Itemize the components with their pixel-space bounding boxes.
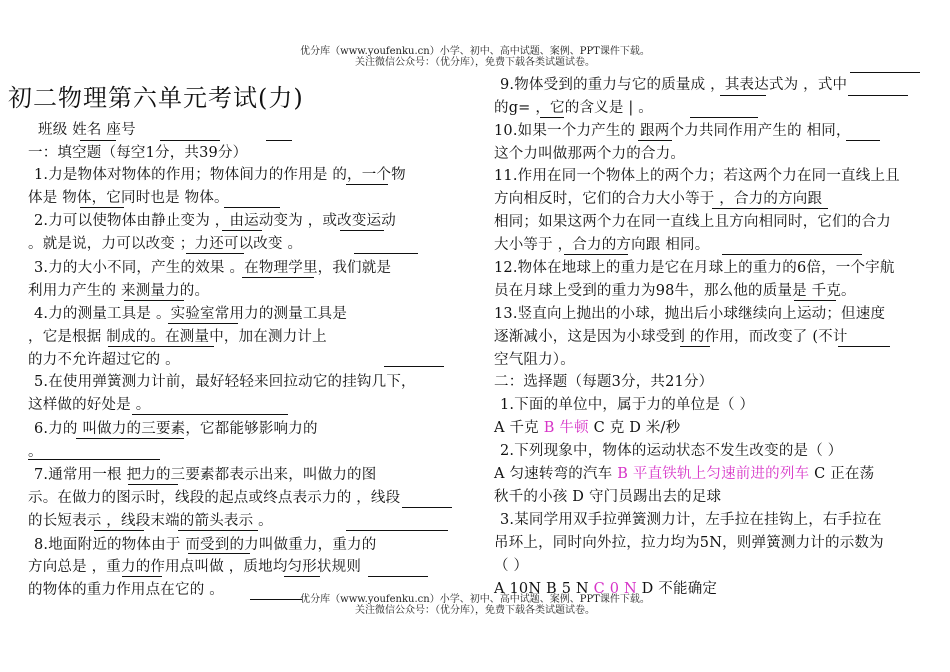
question-line: 的g= ，它的含义是 | 。	[494, 100, 653, 116]
blank[interactable]	[188, 553, 250, 554]
blank[interactable]	[224, 207, 280, 208]
question-line: 2.力可以使物体由静止变为 ，由运动变为 ，或改变运动	[34, 213, 396, 229]
question-line: 3.力的大小不同，产生的效果 。在物理学里，我们就是	[34, 260, 392, 276]
question-line: 1.下面的单位中，属于力的单位是（ ）	[500, 397, 755, 413]
blank[interactable]	[850, 72, 920, 73]
blank-seat[interactable]	[266, 140, 292, 141]
blank[interactable]	[720, 95, 766, 96]
question-line: 这样做的好处是 。	[28, 397, 151, 413]
question-line: 的长短表示 ，线段末端的箭头表示 。	[28, 513, 273, 529]
banner-line: 优分库（www.youfenku.cn）小学、初中、高中试题、案例、PPT课件下载。	[300, 46, 650, 57]
question-line: 示。在做力的图示时，线段的起点或终点表示力的 ，线段	[28, 490, 401, 506]
blank[interactable]	[354, 253, 418, 254]
page-title: 初二物理第六单元考试(力)	[8, 84, 304, 112]
blank[interactable]	[186, 253, 244, 254]
question-line: 6.力的 叫做力的三要素，它都能够影响力的	[34, 421, 318, 437]
question-line: 13.竖直向上抛出的小球，抛出后小球继续向上运动；但速度	[494, 306, 886, 322]
blank[interactable]	[368, 576, 428, 577]
question-line: 这个力叫做那两个力的合力。	[494, 146, 686, 162]
blank[interactable]	[638, 140, 672, 141]
question-line: 10.如果一个力产生的 跟两个力共同作用产生的 相同，	[494, 123, 851, 139]
blank[interactable]	[564, 254, 628, 255]
question-line: 利用力产生的 来测量力的。	[28, 283, 210, 299]
option-line: A 匀速转弯的汽车 B 平直铁轨上匀速前进的列车 C 正在荡	[494, 466, 875, 482]
option-line: A 千克 B 牛顿 C 克 D 米/秒	[494, 420, 681, 436]
blank-class[interactable]	[80, 140, 116, 141]
blank[interactable]	[690, 117, 758, 118]
question-line: 方向总是 ，重力的作用点叫做 ，质地均匀形状规则	[28, 559, 362, 575]
blank[interactable]	[346, 530, 448, 531]
question-line: 1.力是物体对物体的作用；物体间力的作用是 的，一个物	[34, 167, 406, 183]
option-c: C 0 N	[593, 581, 637, 597]
blank[interactable]	[284, 576, 320, 577]
question-line: 大小等于 ，合力的方向跟 相同。	[494, 237, 710, 253]
question-line: 5.在使用弹簧测力计前，最好轻轻来回拉动它的挂钩几下，	[34, 374, 416, 390]
blank[interactable]	[168, 323, 238, 324]
header-banner	[0, 46, 950, 68]
banner-line: 关注微信公众号：（优分库），免费下载各类试题试卷。	[355, 57, 595, 68]
option-b: B 平直铁轨上匀速前进的列车	[617, 466, 810, 482]
question-line: 。就是说，力可以改变 ；力还可以改变 。	[28, 236, 303, 252]
blank[interactable]	[124, 300, 184, 301]
class-name-seat-line: 班级 姓名 座号	[38, 122, 136, 138]
blank[interactable]	[178, 530, 258, 531]
banner-line: 优分库（www.youfenku.cn）小学、初中、高中试题、案例、PPT课件下载。	[300, 594, 650, 605]
footer-banner	[0, 594, 950, 616]
blank[interactable]	[848, 95, 908, 96]
question-line: 8.地面附近的物体由于 而受到的力叫做重力，重力的	[34, 537, 377, 553]
blank[interactable]	[132, 414, 288, 415]
question-line: 4.力的测量工具是 。实验室常用力的测量工具是	[34, 306, 348, 322]
question-line: 。	[28, 444, 43, 460]
blank[interactable]	[340, 230, 384, 231]
question-line: 吊环上，同时向外拉，拉力均为5N，则弹簧测力计的示数为	[494, 535, 884, 551]
blank[interactable]	[76, 438, 184, 439]
blank[interactable]	[94, 530, 144, 531]
question-line: 7.通常用一根 把力的三要素都表示出来，叫做力的图	[34, 467, 377, 483]
question-line: 的力不允许超过它的 。	[28, 352, 180, 368]
option-line: 秋千的小孩 D 守门员踢出去的足球	[494, 489, 722, 505]
option-b: B 牛顿	[543, 420, 589, 436]
option-line: A 10N B 5 N C 0 N D 不能确定	[494, 581, 718, 597]
blank[interactable]	[402, 507, 452, 508]
question-line: 空气阻力）。	[494, 352, 575, 368]
question-line: 3.某同学用双手拉弹簧测力计，左手拉在挂钩上，右手拉在	[500, 512, 882, 528]
question-line: 员在月球上受到的重力为98牛，那么他的质量是 千克。	[494, 283, 856, 299]
question-line: 12.物体在地球上的重力是它在月球上的重力的6倍，一个宇航	[494, 260, 895, 276]
blank[interactable]	[680, 346, 710, 347]
banner-line: 关注微信公众号：（优分库），免费下载各类试题试卷。	[355, 605, 595, 616]
blank[interactable]	[28, 459, 160, 460]
blank[interactable]	[846, 140, 880, 141]
question-line: 9.物体受到的重力与它的质量成 ，其表达式为 ，式中	[500, 77, 848, 93]
blank[interactable]	[794, 300, 836, 301]
question-line: 相同；如果这两个力在同一直线上且方向相同时，它们的合力	[494, 214, 891, 230]
blank[interactable]	[712, 208, 828, 209]
blank[interactable]	[384, 366, 444, 367]
blank[interactable]	[838, 346, 890, 347]
question-line: 体是 物体，它同时也是 物体。	[28, 190, 229, 206]
question-line: 的物体的重力作用点在它的 。	[28, 582, 224, 598]
blank[interactable]	[540, 117, 564, 118]
section-fill-heading: 一：填空题（每空1分，共39分）	[28, 145, 248, 161]
question-line: 11.作用在同一个物体上的两个力；若这两个力在同一直线上且	[494, 168, 900, 184]
blank[interactable]	[722, 254, 862, 255]
blank[interactable]	[108, 346, 214, 347]
blank[interactable]	[222, 230, 262, 231]
question-line: （ ）	[494, 558, 529, 574]
section-choice-heading: 二：选择题（每题3分，共21分）	[494, 374, 714, 390]
blank-name[interactable]	[160, 140, 220, 141]
question-line: 2.下列现象中，物体的运动状态不发生改变的是（ ）	[500, 443, 843, 459]
question-line: ，它是根据 制成的。在测量中，加在测力计上	[28, 329, 327, 345]
blank[interactable]	[128, 484, 178, 485]
question-line: 方向相反时，它们的合力大小等于 ，合力的方向跟	[494, 191, 823, 207]
question-line: 逐渐减小，这是因为小球受到 的作用，而改变了 (不计	[494, 329, 848, 345]
blank[interactable]	[80, 207, 124, 208]
blank[interactable]	[346, 184, 388, 185]
blank[interactable]	[122, 576, 162, 577]
blank[interactable]	[242, 277, 314, 278]
